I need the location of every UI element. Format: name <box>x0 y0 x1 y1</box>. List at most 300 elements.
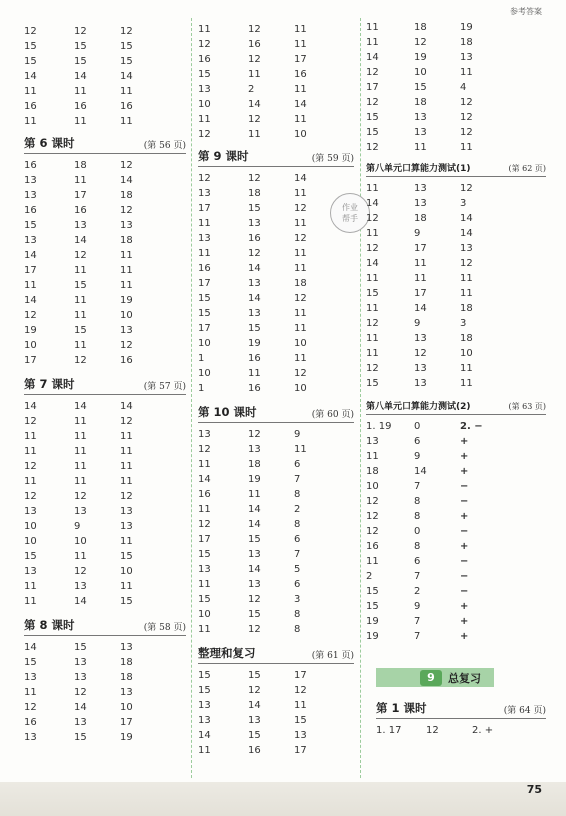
answer-value: 8 <box>414 511 421 522</box>
answer-value: 15 <box>366 127 379 138</box>
answer-value: 11 <box>120 265 133 276</box>
answer-value: 0 <box>414 421 421 432</box>
answer-value: 15 <box>198 549 211 560</box>
answer-value: 11 <box>460 378 473 389</box>
answer-value: 11 <box>198 579 211 590</box>
answer-value: 15 <box>74 642 87 653</box>
answer-row <box>366 20 546 35</box>
answer-value: 16 <box>248 383 261 394</box>
answer-value: 12 <box>74 491 87 502</box>
answer-value: 17 <box>198 203 211 214</box>
answer-value: 18 <box>460 37 473 48</box>
answer-row <box>24 24 186 39</box>
section-page-ref: (第 63 页) <box>508 402 546 411</box>
answer-value: + <box>460 541 469 552</box>
answer-value: 18 <box>414 22 427 33</box>
answer-value: 15 <box>248 323 261 334</box>
footer-band <box>0 782 566 816</box>
answer-value: 13 <box>414 112 427 123</box>
answer-value: 11 <box>198 24 211 35</box>
answer-value: 7 <box>414 616 421 627</box>
answer-value: 12 <box>120 340 133 351</box>
answer-value: 12 <box>120 160 133 171</box>
answer-row <box>366 241 546 256</box>
answer-row <box>24 444 186 459</box>
answer-value: 12 <box>24 702 37 713</box>
answer-value: 16 <box>248 353 261 364</box>
answer-value: 11 <box>294 39 307 50</box>
answer-value: 18 <box>460 333 473 344</box>
answer-row <box>24 353 186 368</box>
answer-value: 13 <box>248 579 261 590</box>
answer-row <box>24 594 186 609</box>
answer-value: 12 <box>366 243 379 254</box>
answer-row <box>198 668 354 683</box>
answer-value: 11 <box>294 700 307 711</box>
answer-value: 14 <box>366 198 379 209</box>
answer-value: 10 <box>294 338 307 349</box>
answer-value: 14 <box>198 730 211 741</box>
section-heading <box>366 161 546 177</box>
answer-value: + <box>460 466 469 477</box>
answer-value: 14 <box>414 303 427 314</box>
answer-row <box>366 539 546 554</box>
answer-value: 18 <box>120 672 133 683</box>
answer-row <box>366 95 546 110</box>
answer-value: 14 <box>414 466 427 477</box>
answer-value: 11 <box>74 551 87 562</box>
answer-row <box>366 35 546 50</box>
answer-value: 12 <box>366 97 379 108</box>
answer-value: 15 <box>366 378 379 389</box>
answer-row <box>24 203 186 218</box>
answer-rows <box>366 419 546 644</box>
answer-value: − <box>460 571 469 582</box>
answer-row <box>366 479 546 494</box>
answer-row <box>24 685 186 700</box>
answer-value: 16 <box>366 541 379 552</box>
answer-row <box>24 655 186 670</box>
answer-value: 11 <box>24 581 37 592</box>
answer-value: 12 <box>294 293 307 304</box>
answer-row <box>24 218 186 233</box>
answer-row <box>24 519 186 534</box>
answer-row <box>24 474 186 489</box>
answer-value: 14 <box>460 213 473 224</box>
answer-value: 13 <box>74 506 87 517</box>
answer-row <box>366 226 546 241</box>
answer-value: 15 <box>198 69 211 80</box>
answer-row <box>198 366 354 381</box>
answer-row <box>24 308 186 323</box>
answer-value: 11 <box>366 183 379 194</box>
answer-value: 12 <box>414 348 427 359</box>
section-page-ref: (第 58 页) <box>143 623 186 633</box>
answer-row <box>198 622 354 637</box>
answer-row <box>366 271 546 286</box>
answer-value: 12 <box>460 258 473 269</box>
answer-row <box>24 564 186 579</box>
answer-value: 13 <box>198 564 211 575</box>
section-title: 第 10 课时 <box>198 405 257 419</box>
answer-value: 2 <box>414 586 421 597</box>
answer-row <box>24 323 186 338</box>
answer-value: 11 <box>294 248 307 259</box>
answer-value: 15 <box>366 288 379 299</box>
answer-value: 11 <box>366 333 379 344</box>
answer-value: 12 <box>24 461 37 472</box>
answer-row <box>198 532 354 547</box>
answer-value: 12 <box>74 355 87 366</box>
section-lesson-8 <box>24 617 186 745</box>
answer-value: 14 <box>248 564 261 575</box>
answer-row <box>24 84 186 99</box>
answer-value: 13 <box>198 84 211 95</box>
answer-value: − <box>460 496 469 507</box>
answer-value: 16 <box>294 69 307 80</box>
answer-value: 15 <box>24 551 37 562</box>
answer-value: 15 <box>74 280 87 291</box>
answer-value: 10 <box>24 536 37 547</box>
answer-value: 12 <box>366 363 379 374</box>
answer-value: 13 <box>24 175 37 186</box>
answer-value: 17 <box>198 534 211 545</box>
answer-row <box>366 554 546 569</box>
answer-row <box>198 246 354 261</box>
answer-value: 17 <box>294 54 307 65</box>
answer-value: 11 <box>198 624 211 635</box>
answer-row <box>366 346 546 361</box>
answer-value: 14 <box>248 99 261 110</box>
answer-value: 13 <box>414 127 427 138</box>
answer-row <box>24 173 186 188</box>
answer-row <box>198 291 354 306</box>
answer-row <box>198 487 354 502</box>
answer-value: 11 <box>24 687 37 698</box>
answer-row <box>366 434 546 449</box>
answer-value: 13 <box>248 308 261 319</box>
answer-value: − <box>460 586 469 597</box>
answer-value: 10 <box>120 310 133 321</box>
answer-value: 11 <box>366 273 379 284</box>
answer-row <box>24 188 186 203</box>
answer-value: 10 <box>366 481 379 492</box>
answer-value: 11 <box>294 84 307 95</box>
answer-value: + <box>460 436 469 447</box>
answer-value: 16 <box>24 717 37 728</box>
answer-value: 3 <box>294 594 301 605</box>
answer-value: 12 <box>74 566 87 577</box>
answer-value: 14 <box>248 519 261 530</box>
answer-value: 11 <box>120 86 133 97</box>
answer-value: 15 <box>24 657 37 668</box>
answer-row <box>366 509 546 524</box>
answer-row <box>366 196 546 211</box>
answer-value: 18 <box>366 466 379 477</box>
answer-row <box>366 361 546 376</box>
answer-value: 15 <box>74 732 87 743</box>
answer-value: 13 <box>248 444 261 455</box>
answer-row <box>366 614 546 629</box>
answer-value: 3 <box>460 318 467 329</box>
answer-value: 10 <box>120 566 133 577</box>
answer-key-header: 参考答案 <box>510 7 542 16</box>
answer-row <box>24 549 186 564</box>
answer-value: 16 <box>198 263 211 274</box>
answer-value: 18 <box>74 160 87 171</box>
answer-value: 12 <box>74 687 87 698</box>
answer-value: 16 <box>198 54 211 65</box>
answer-row <box>198 517 354 532</box>
answer-value: 11 <box>24 446 37 457</box>
section-lesson-10 <box>198 404 354 637</box>
answer-value: 11 <box>120 250 133 261</box>
answer-value: 11 <box>24 476 37 487</box>
answer-value: 11 <box>74 265 87 276</box>
answer-value: 16 <box>24 205 37 216</box>
answer-value: 11 <box>120 476 133 487</box>
answer-value: 8 <box>414 496 421 507</box>
answer-value: 10 <box>198 368 211 379</box>
section-page-ref: (第 57 页) <box>143 382 186 392</box>
answer-row <box>198 351 354 366</box>
answer-value: 9 <box>414 601 421 612</box>
answer-value: 12 <box>198 129 211 140</box>
answer-value: 19 <box>248 338 261 349</box>
answer-value: 12 <box>24 491 37 502</box>
answer-value: 17 <box>294 745 307 756</box>
answer-row <box>198 562 354 577</box>
answer-value: 16 <box>248 39 261 50</box>
answer-value: 12 <box>248 173 261 184</box>
section-review <box>198 645 354 758</box>
answer-value: 11 <box>248 489 261 500</box>
answer-value: 18 <box>460 303 473 314</box>
answer-row <box>198 683 354 698</box>
answer-value: 14 <box>198 474 211 485</box>
answer-value: 11 <box>248 129 261 140</box>
answer-value: 9 <box>74 521 81 532</box>
answer-value: 17 <box>366 82 379 93</box>
answer-value: 19 <box>248 474 261 485</box>
answer-value: 13 <box>120 220 133 231</box>
answer-value: 11 <box>460 288 473 299</box>
answer-value: 11 <box>198 459 211 470</box>
answer-value: 12 <box>366 496 379 507</box>
answer-value: 11 <box>366 348 379 359</box>
answer-row <box>24 248 186 263</box>
stamp-text-bottom: 帮手 <box>342 214 358 223</box>
answer-value: 14 <box>74 401 87 412</box>
answer-row <box>24 715 186 730</box>
section-heading <box>24 376 186 395</box>
section-heading <box>376 700 546 719</box>
answer-value: 12 <box>294 368 307 379</box>
answer-row <box>198 427 354 442</box>
answer-row <box>366 65 546 80</box>
answer-value: 13 <box>120 521 133 532</box>
answer-value: 11 <box>74 310 87 321</box>
answer-value: 14 <box>120 401 133 412</box>
answer-value: 15 <box>24 220 37 231</box>
answer-row <box>198 321 354 336</box>
answer-row <box>198 336 354 351</box>
column-separator <box>360 18 361 778</box>
answer-value: 11 <box>74 116 87 127</box>
answer-value: 11 <box>120 446 133 457</box>
answer-value: 13 <box>120 687 133 698</box>
answer-row <box>24 459 186 474</box>
section-title: 第 6 课时 <box>24 136 75 150</box>
answer-value: 1. 19 <box>366 421 392 432</box>
answer-value: 15 <box>74 325 87 336</box>
answer-row <box>366 125 546 140</box>
answer-value: 11 <box>294 188 307 199</box>
answer-row <box>198 698 354 713</box>
answer-value: 11 <box>460 67 473 78</box>
answer-value: 17 <box>198 323 211 334</box>
answer-rows <box>376 723 546 738</box>
answer-value: 12 <box>366 67 379 78</box>
answer-value: 14 <box>24 642 37 653</box>
section-heading <box>24 617 186 636</box>
answer-value: 12 <box>460 127 473 138</box>
answer-value: 11 <box>74 431 87 442</box>
answer-value: 17 <box>74 190 87 201</box>
answer-value: 1. 17 <box>376 725 402 736</box>
answer-value: 18 <box>120 235 133 246</box>
answer-value: 13 <box>198 715 211 726</box>
answer-value: 16 <box>24 160 37 171</box>
answer-row <box>24 278 186 293</box>
section-lesson-9 <box>198 148 354 396</box>
answer-row <box>24 700 186 715</box>
answer-row <box>366 569 546 584</box>
answer-value: 2. + <box>472 725 494 736</box>
answer-value: 12 <box>294 685 307 696</box>
answer-value: 11 <box>366 37 379 48</box>
answer-value: 12 <box>198 39 211 50</box>
answer-value: 15 <box>74 56 87 67</box>
answer-value: 12 <box>120 26 133 37</box>
answer-value: 18 <box>248 188 261 199</box>
answer-row <box>198 743 354 758</box>
answer-value: 19 <box>120 295 133 306</box>
unit-title: 总复习 <box>448 671 481 685</box>
answer-value: 14 <box>74 596 87 607</box>
section-title: 第八单元口算能力测试(1) <box>366 164 471 174</box>
answer-row <box>24 504 186 519</box>
answer-value: 11 <box>24 431 37 442</box>
answer-row <box>366 419 546 434</box>
answer-value: 11 <box>366 451 379 462</box>
section-page-ref: (第 64 页) <box>503 706 546 716</box>
answer-value: 11 <box>74 340 87 351</box>
answer-value: 11 <box>198 114 211 125</box>
answer-value: 13 <box>24 235 37 246</box>
answer-value: 8 <box>414 541 421 552</box>
answer-value: 12 <box>460 112 473 123</box>
answer-value: 11 <box>460 273 473 284</box>
answer-value: 11 <box>74 295 87 306</box>
answer-value: 15 <box>248 670 261 681</box>
answer-value: 8 <box>294 609 301 620</box>
section-title: 整理和复习 <box>198 646 256 660</box>
answer-value: 11 <box>294 114 307 125</box>
answer-row <box>24 429 186 444</box>
answer-value: 11 <box>120 431 133 442</box>
answer-value: 13 <box>460 243 473 254</box>
answer-value: − <box>460 556 469 567</box>
answer-value: 7 <box>414 481 421 492</box>
answer-value: 11 <box>198 248 211 259</box>
answer-value: 11 <box>460 363 473 374</box>
answer-value: 14 <box>24 295 37 306</box>
top-rows <box>198 22 354 142</box>
answer-row <box>198 472 354 487</box>
answer-value: 12 <box>248 685 261 696</box>
answer-row <box>366 286 546 301</box>
answer-value: 12 <box>366 213 379 224</box>
answer-value: 9 <box>414 228 421 239</box>
answer-value: 15 <box>198 308 211 319</box>
answer-row <box>366 331 546 346</box>
answer-column-1 <box>24 24 186 745</box>
answer-value: 13 <box>414 333 427 344</box>
answer-value: 13 <box>24 506 37 517</box>
answer-value: 18 <box>120 657 133 668</box>
section-page-ref: (第 59 页) <box>311 154 354 164</box>
answer-value: 14 <box>248 263 261 274</box>
answer-value: 11 <box>74 476 87 487</box>
answer-value: 11 <box>120 581 133 592</box>
answer-value: 17 <box>24 355 37 366</box>
answer-value: 19 <box>414 52 427 63</box>
unit-number: 9 <box>420 670 442 686</box>
answer-value: 13 <box>198 700 211 711</box>
answer-row <box>24 69 186 84</box>
answer-value: 14 <box>120 71 133 82</box>
answer-value: 7 <box>414 631 421 642</box>
answer-value: 4 <box>460 82 467 93</box>
answer-value: 14 <box>248 700 261 711</box>
answer-row <box>198 577 354 592</box>
answer-value: 12 <box>366 318 379 329</box>
answer-value: + <box>460 601 469 612</box>
answer-value: 17 <box>24 265 37 276</box>
answer-value: 11 <box>294 444 307 455</box>
answer-row <box>198 171 354 186</box>
answer-value: 15 <box>120 41 133 52</box>
answer-value: 14 <box>74 71 87 82</box>
answer-value: 6 <box>414 436 421 447</box>
answer-value: 15 <box>198 685 211 696</box>
answer-value: 15 <box>366 601 379 612</box>
answer-value: 13 <box>294 730 307 741</box>
answer-value: 10 <box>24 340 37 351</box>
answer-value: 11 <box>414 258 427 269</box>
answer-value: 13 <box>248 278 261 289</box>
answer-row <box>24 640 186 655</box>
answer-value: 13 <box>120 642 133 653</box>
answer-value: 10 <box>460 348 473 359</box>
answer-row <box>198 186 354 201</box>
answer-value: 0 <box>414 526 421 537</box>
answer-value: 11 <box>198 218 211 229</box>
answer-value: 13 <box>120 506 133 517</box>
answer-value: 11 <box>366 22 379 33</box>
answer-value: 15 <box>366 586 379 597</box>
